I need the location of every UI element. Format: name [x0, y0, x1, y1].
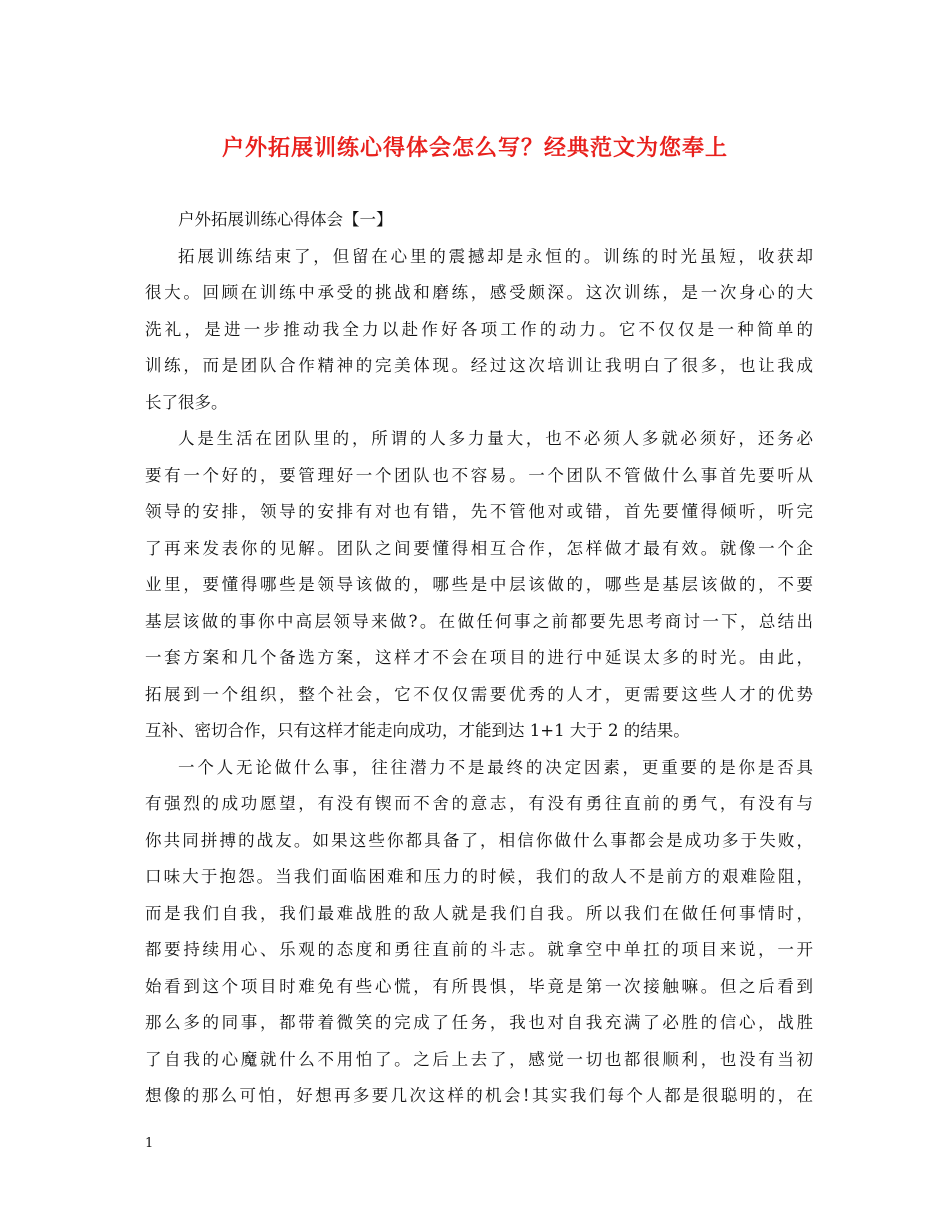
text-line: 了自我的心魔就什么不用怕了。之后上去了，感觉一切也都很顺利，也没有当初 [145, 1049, 813, 1069]
text-line: 你共同拼搏的战友。如果这些你都具备了，相信你做什么事都会是成功多于失败， [145, 830, 813, 850]
text-line: 了再来发表你的见解。团队之间要懂得相互合作，怎样做才最有效。就像一个企 [145, 538, 813, 558]
document-title: 户外拓展训练心得体会怎么写？经典范文为您奉上 [221, 135, 728, 161]
text-line: 业里，要懂得哪些是领导该做的，哪些是中层该做的，哪些是基层该做的，不要 [145, 575, 813, 594]
text-line: 那么多的同事，都带着微笑的完成了任务，我也对自我充满了必胜的信心，战胜 [145, 1013, 813, 1032]
text-line: 始看到这个项目时难免有些心慌，有所畏惧，毕竟是第一次接触嘛。但之后看到 [145, 976, 813, 996]
text-line: 一套方案和几个备选方案，这样才不会在项目的进行中延误太多的时光。由此， [145, 648, 813, 667]
text-line: 有强烈的成功愿望，有没有锲而不舍的意志，有没有勇往直前的勇气，有没有与 [145, 794, 813, 813]
text-line: 口味大于抱怨。当我们面临困难和压力的时候，我们的敌人不是前方的艰难险阻， [145, 867, 813, 886]
page-number: 1 [145, 1136, 154, 1151]
text-line: 拓展到一个组织，整个社会，它不仅仅需要优秀的人才，更需要这些人才的优势 [145, 684, 813, 704]
section-heading: 户外拓展训练心得体会【一】 [178, 210, 393, 229]
document-body [145, 202, 813, 1115]
text-line: 想像的那么可怕，好想再多要几次这样的机会!其实我们每个人都是很聪明的，在 [145, 1086, 813, 1105]
text-line: 拓展训练结束了，但留在心里的震撼却是永恒的。训练的时光虽短，收获却 [178, 246, 813, 266]
text-line: 都要持续用心、乐观的态度和勇往直前的斗志。就拿空中单扛的项目来说，一开 [145, 940, 813, 959]
text-line: 基层该做的事你中高层领导来做?。在做任何事之前都要先思考商讨一下，总结出 [145, 611, 813, 631]
text-line: 训练，而是团队合作精神的完美体现。经过这次培训让我明白了很多，也让我成 [145, 356, 813, 375]
text-line: 要有一个好的，要管理好一个团队也不容易。一个团队不管做什么事首先要听从 [145, 465, 813, 485]
text-line: 很大。回顾在训练中承受的挑战和磨练，感受颇深。这次训练，是一次身心的大 [145, 283, 813, 302]
text-line: 而是我们自我，我们最难战胜的敌人就是我们自我。所以我们在做任何事情时， [145, 903, 813, 923]
text-line: 长了很多。 [145, 392, 228, 412]
text-line: 一个人无论做什么事，往往潜力不是最终的决定因素，更重要的是你是否具 [178, 757, 813, 777]
text-line: 领导的安排，领导的安排有对也有错，先不管他对或错，首先要懂得倾听，听完 [145, 502, 813, 521]
text-line: 互补、密切合作，只有这样才能走向成功，才能到达 1+1 大于 2 的结果。 [145, 721, 690, 740]
text-line: 洗礼，是进一步推动我全力以赴作好各项工作的动力。它不仅仅是一种简单的 [145, 319, 813, 339]
text-line: 人是生活在团队里的，所谓的人多力量大，也不必须人多就必须好，还务必 [178, 429, 813, 448]
